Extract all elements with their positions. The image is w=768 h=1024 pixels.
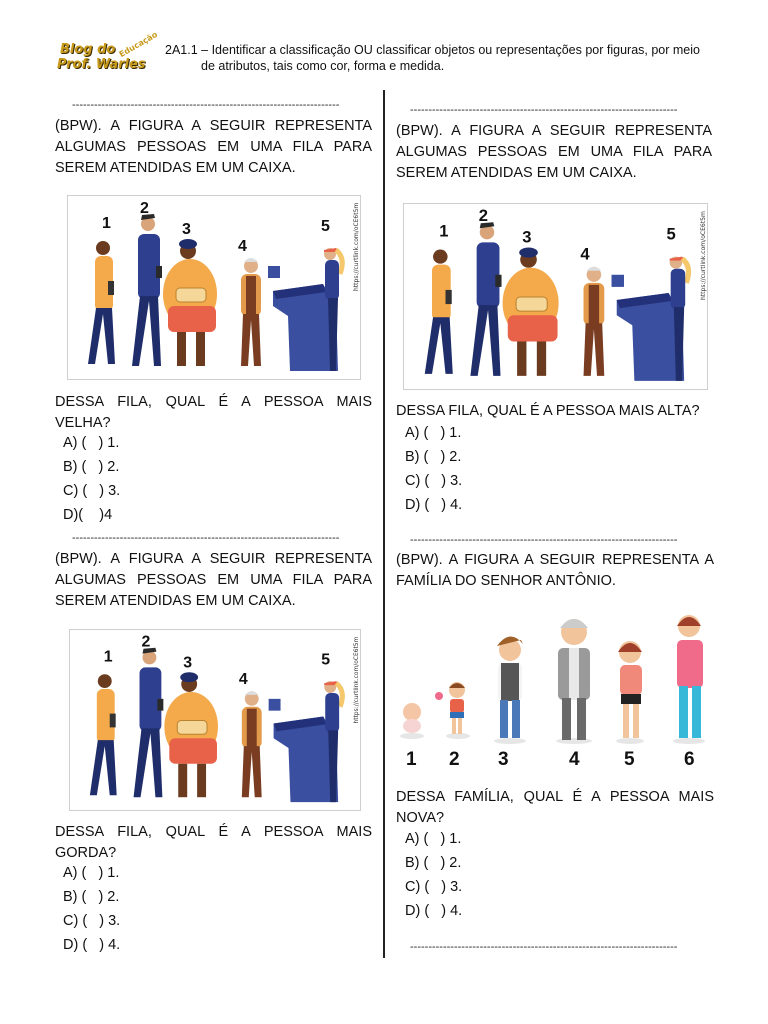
family-image — [392, 608, 717, 773]
question-3-options — [63, 861, 120, 957]
q4-option-b[interactable]: B) ( ) 2. — [405, 855, 462, 871]
dash-divider: ------------------------------------------------------------------------- — [410, 104, 678, 116]
question-4-prompt — [396, 787, 714, 829]
queue-label: 2 — [140, 200, 149, 217]
queue-label: 1 — [102, 215, 111, 232]
image-url: https://curtlink.com/oCE6t5m — [353, 202, 360, 291]
q2-option-b[interactable]: B) ( ) 2. — [405, 449, 462, 465]
queue-label: 4 — [238, 671, 248, 689]
image-url: https://curtlink.com/oCE6t5m — [699, 211, 707, 301]
q2-option-c[interactable]: C) ( ) 3. — [405, 473, 463, 489]
q4-option-d[interactable]: D) ( ) 4. — [405, 903, 463, 919]
q1-option-c[interactable]: C) ( ) 3. — [63, 483, 121, 499]
q3-option-d[interactable]: D) ( ) 4. — [63, 937, 121, 953]
question-1-options — [63, 431, 120, 527]
question-4-options — [405, 827, 462, 923]
question-2-prompt — [396, 401, 716, 422]
q3-option-c[interactable]: C) ( ) 3. — [63, 913, 121, 929]
q2-option-d[interactable]: D) ( ) 4. — [405, 497, 463, 513]
question-1-prompt — [55, 392, 372, 434]
q3-option-b[interactable]: B) ( ) 2. — [63, 889, 120, 905]
question-1-stem — [55, 116, 372, 179]
family-label: 5 — [624, 749, 635, 770]
q2-question-text: DESSA FILA, QUAL É A PESSOA MAIS ALTA? — [396, 403, 700, 419]
queue-label: 2 — [141, 633, 151, 651]
blog-logo — [55, 29, 160, 78]
queue-label: 4 — [238, 238, 247, 255]
q2-option-a[interactable]: A) ( ) 1. — [405, 425, 462, 441]
queue-image-1 — [67, 195, 361, 380]
queue-label: 5 — [321, 218, 330, 235]
family-label: 4 — [569, 749, 580, 770]
dash-divider: ------------------------------------------------------------------------- — [72, 99, 340, 111]
logo-arc: Educação — [117, 29, 160, 60]
queue-label: 3 — [522, 228, 532, 247]
q4-stem-text: (BPW). A FIGURA A SEGUIR REPRESENTA A FAMÍLIA DO SENHOR ANTÔNIO. — [396, 552, 714, 589]
queue-label: 3 — [182, 221, 191, 238]
family-label: 1 — [406, 749, 417, 770]
queue-label: 1 — [439, 222, 449, 241]
q1-stem-text: (BPW). A FIGURA A SEGUIR REPRESENTA ALGUMAS PESSOAS EM UMA FILA PARA SEREM ATENDIDAS EM UM CAIXA. — [55, 118, 372, 176]
header-line2: de atributos, tais como cor, forma e medida. — [201, 59, 445, 73]
dash-divider: ------------------------------------------------------------------------- — [410, 534, 678, 546]
dash-divider: ------------------------------------------------------------------------- — [72, 532, 340, 544]
logo-line1: Blog do — [60, 42, 116, 57]
q1-option-d[interactable]: D)( )4 — [63, 507, 113, 523]
queue-label: 3 — [183, 654, 193, 672]
logo-line2: Prof. Warles — [57, 57, 146, 72]
page-header — [165, 42, 725, 74]
question-3-stem — [55, 549, 372, 612]
q2-stem-text: (BPW). A FIGURA A SEGUIR REPRESENTA ALGUMAS PESSOAS EM UMA FILA PARA SEREM ATENDIDAS EM UM CAIXA. — [396, 123, 712, 181]
q1-option-b[interactable]: B) ( ) 2. — [63, 459, 120, 475]
queue-label: 5 — [321, 651, 331, 669]
question-4-stem — [396, 550, 714, 592]
queue-label: 1 — [103, 648, 113, 666]
question-3-prompt — [55, 822, 372, 864]
q3-stem-text: (BPW). A FIGURA A SEGUIR REPRESENTA ALGUMAS PESSOAS EM UMA FILA PARA SEREM ATENDIDAS EM UM CAIXA. — [55, 551, 372, 609]
header-line1: 2A1.1 – Identificar a classificação OU classificar objetos ou representações por figuras, por meio — [165, 43, 700, 57]
queue-label: 5 — [666, 225, 676, 244]
q4-option-a[interactable]: A) ( ) 1. — [405, 831, 462, 847]
q3-option-a[interactable]: A) ( ) 1. — [63, 865, 120, 881]
family-label: 6 — [684, 749, 695, 770]
queue-label: 2 — [478, 207, 488, 226]
q3-question-text: DESSA FILA, QUAL É A PESSOA MAIS GORDA? — [55, 824, 372, 861]
image-url: https://curtlink.com/oCE6t5m — [352, 636, 360, 724]
q1-question-text: DESSA FILA, QUAL É A PESSOA MAIS VELHA? — [55, 394, 372, 431]
dash-divider: ------------------------------------------------------------------------- — [410, 941, 678, 953]
question-2-stem — [396, 121, 712, 184]
queue-image-3 — [69, 629, 361, 811]
queue-label: 4 — [580, 245, 590, 264]
queue-image-2 — [403, 203, 708, 390]
q4-option-c[interactable]: C) ( ) 3. — [405, 879, 463, 895]
family-label: 3 — [498, 749, 509, 770]
question-2-options — [405, 421, 462, 517]
q4-question-text: DESSA FAMÍLIA, QUAL É A PESSOA MAIS NOVA? — [396, 789, 714, 826]
q1-option-a[interactable]: A) ( ) 1. — [63, 435, 120, 451]
family-label: 2 — [449, 749, 460, 770]
column-divider — [383, 90, 385, 958]
